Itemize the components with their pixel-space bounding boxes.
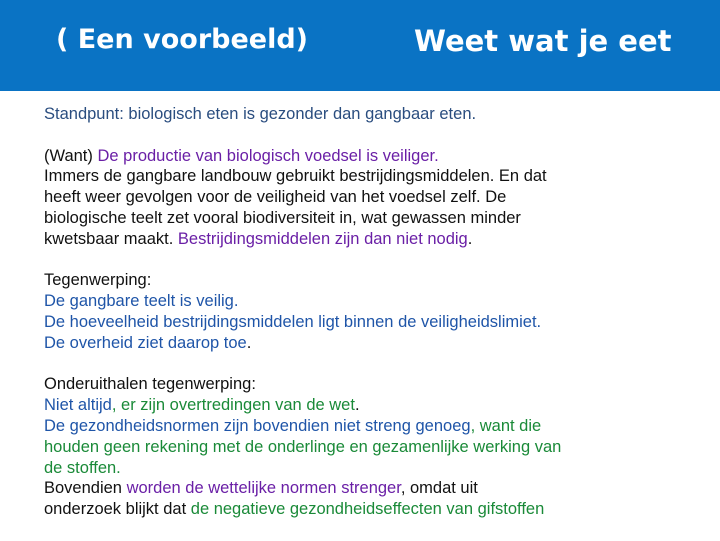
onderuithalen-line xyxy=(44,478,684,499)
slide-subtitle: ( Een voorbeeld) xyxy=(56,24,309,55)
rebuttal-support: de negatieve gezondheidseffecten van gifstoffen xyxy=(190,500,545,519)
rebuttal-text: Niet altijd xyxy=(44,396,112,415)
slide-title: Weet wat je eet xyxy=(414,24,672,58)
onderuithalen-paragraph xyxy=(44,374,684,520)
onderuithalen-line: de stoffen. xyxy=(44,458,121,477)
onderuithalen-line: houden geen rekening met de onderlinge en gezamenlijke werking van xyxy=(44,437,562,456)
argument-paragraph xyxy=(44,146,684,250)
onderuithalen-line xyxy=(44,499,684,520)
connector-text: Bovendien xyxy=(44,479,127,498)
onderuithalen-line xyxy=(44,416,684,437)
tegenwerping-line: De gangbare teelt is veilig. xyxy=(44,292,239,311)
tegenwerping-line xyxy=(44,333,684,354)
want-label: (Want) xyxy=(44,146,98,165)
rebuttal-support: , want die xyxy=(470,416,542,435)
sub-argument: Bestrijdingsmiddelen zijn dan niet nodig xyxy=(177,229,468,248)
rebuttal-support: , er zijn overtredingen van de wet xyxy=(111,396,355,415)
support-line xyxy=(44,229,684,250)
slide-body xyxy=(44,104,684,541)
connector-text: onderzoek blijkt dat xyxy=(44,500,191,519)
rebuttal-claim: worden de wettelijke normen strenger xyxy=(126,479,401,498)
onderuithalen-line xyxy=(44,395,684,416)
standpunt-paragraph xyxy=(44,104,684,125)
punctuation: . xyxy=(354,396,360,415)
support-line: heeft weer gevolgen voor de veiligheid van het voedsel zelf. De xyxy=(44,188,507,207)
tegenwerping-text: De overheid ziet daarop toe xyxy=(44,333,247,352)
tegenwerping-heading: Tegenwerping: xyxy=(44,271,152,290)
onderuithalen-heading: Onderuithalen tegenwerping: xyxy=(44,375,256,394)
connector-text: , omdat uit xyxy=(400,479,478,498)
tegenwerping-line: De hoeveelheid bestrijdingsmiddelen ligt binnen de veiligheidslimiet. xyxy=(44,312,542,331)
support-line: Immers de gangbare landbouw gebruikt bestrijdingsmiddelen. En dat xyxy=(44,167,547,186)
argument-line xyxy=(44,146,684,167)
support-line: biologische teelt zet vooral biodiversiteit in, wat gewassen minder xyxy=(44,208,521,227)
punctuation: . xyxy=(467,229,473,248)
title-bar xyxy=(0,0,720,91)
main-argument: De productie van biologisch voedsel is veiliger. xyxy=(97,146,439,165)
rebuttal-text: De gezondheidsnormen zijn bovendien niet streng genoeg xyxy=(44,416,471,435)
tegenwerping-paragraph xyxy=(44,270,684,353)
support-text: kwetsbaar maakt. xyxy=(44,229,178,248)
standpunt-line: Standpunt: biologisch eten is gezonder dan gangbaar eten. xyxy=(44,105,477,123)
punctuation: . xyxy=(246,333,252,352)
